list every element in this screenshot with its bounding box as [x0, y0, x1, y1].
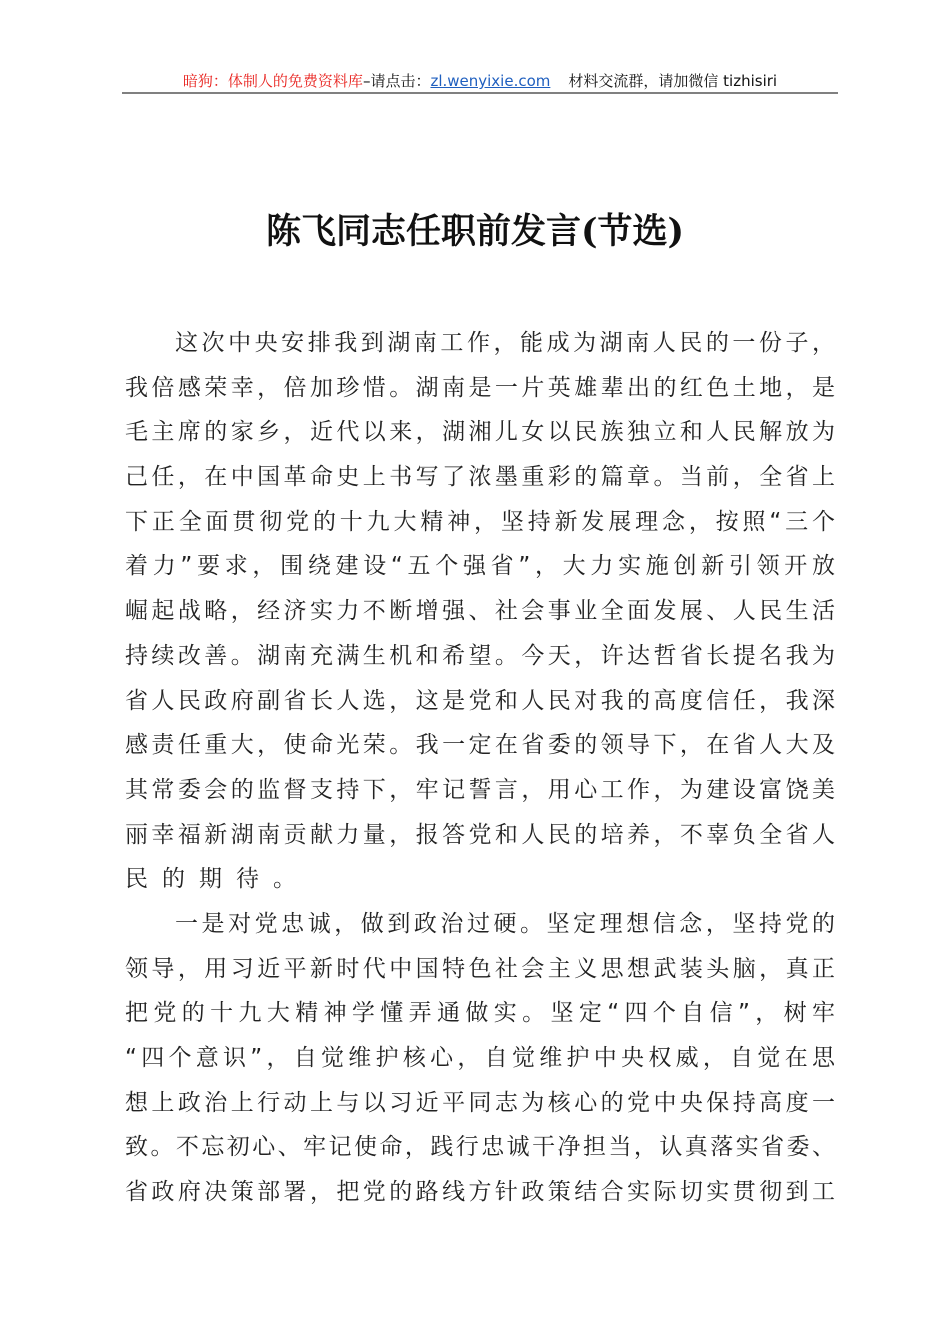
paragraph-line: 领导，用习近平新时代中国特色社会主义思想武装头脑，真正 — [125, 955, 835, 982]
header-divider — [122, 92, 838, 94]
header-link[interactable]: zl.wenyixie.com — [430, 72, 551, 90]
paragraph-line: 其常委会的监督支持下，牢记誓言，用心工作，为建设富饶美 — [125, 776, 835, 803]
paragraph-line: 我倍感荣幸，倍加珍惜。湖南是一片英雄辈出的红色土地，是 — [125, 374, 835, 401]
paragraph-line: 丽幸福新湖南贡献力量，报答党和人民的培养，不辜负全省人 — [125, 821, 835, 848]
paragraph-line: 下正全面贯彻党的十九大精神，坚持新发展理念，按照“三个 — [125, 508, 835, 535]
paragraph-line: 毛主席的家乡，近代以来，湖湘儿女以民族独立和人民解放为 — [125, 419, 835, 446]
paragraph-line: 感责任重大，使命光荣。我一定在省委的领导下，在省人大及 — [125, 732, 835, 759]
paragraph-line: 持续改善。湖南充满生机和希望。今天，许达哲省长提名我为 — [125, 642, 835, 669]
document-body — [125, 321, 835, 1215]
paragraph-line: 一是对党忠诚，做到政治过硬。坚定理想信念，坚持党的 — [175, 910, 835, 937]
page-header-banner — [122, 70, 838, 92]
header-promo-text: 暗狗：体制人的免费资料库 — [182, 72, 363, 90]
paragraph-line: 崛起战略，经济实力不断增强、社会事业全面发展、人民生活 — [125, 598, 835, 625]
paragraph-line: 己任，在中国革命史上书写了浓墨重彩的篇章。当前，全省上 — [125, 464, 835, 491]
header-contact-text: 材料交流群，请加微信 tizhisiri — [568, 72, 778, 90]
paragraph-line: 民的期待。 — [125, 866, 310, 893]
paragraph-line: 省政府决策部署，把党的路线方针政策结合实际切实贯彻到工 — [125, 1179, 835, 1206]
paragraph-line: 省人民政府副省长人选，这是党和人民对我的高度信任，我深 — [125, 687, 835, 714]
paragraph-line: 把党的十九大精神学懂弄通做实。坚定“四个自信”，树牢 — [125, 1000, 835, 1027]
paragraph-line: 这次中央安排我到湖南工作，能成为湖南人民的一份子， — [175, 330, 835, 356]
header-click-text: –请点击： — [362, 72, 431, 90]
paragraph-line: 致。不忘初心、牢记使命，践行忠诚干净担当，认真落实省委、 — [125, 1134, 835, 1161]
document-title: 陈飞同志任职前发言(节选) — [265, 211, 685, 252]
paragraph-line: 着力”要求，围绕建设“五个强省”，大力实施创新引领开放 — [125, 553, 835, 580]
paragraph-line: 想上政治上行动上与以习近平同志为核心的党中央保持高度一 — [125, 1089, 835, 1116]
paragraph-line: “四个意识”，自觉维护核心，自觉维护中央权威，自觉在思 — [125, 1045, 835, 1071]
